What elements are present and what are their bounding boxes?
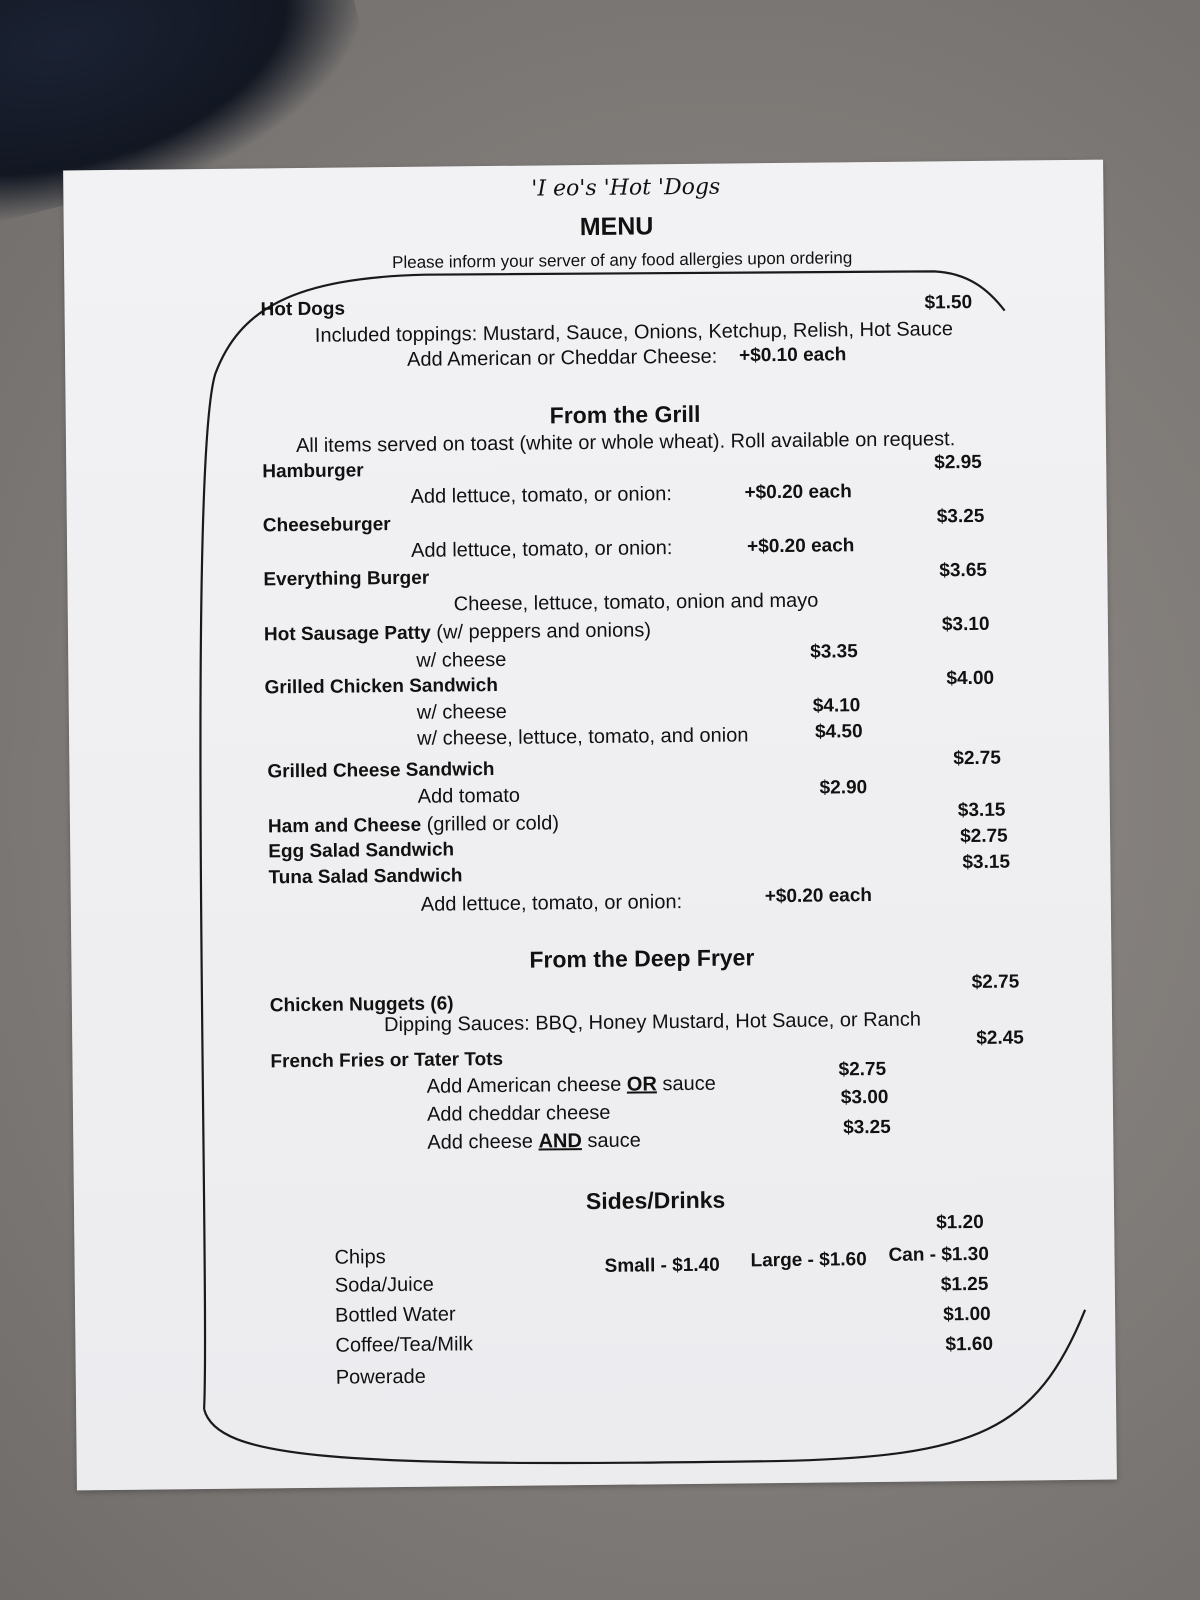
everything-burger-price: $3.65 (939, 559, 988, 582)
allergy-notice: Please inform your server of any food allergies upon ordering (391, 248, 853, 273)
ham-note: (grilled or cold) (426, 812, 560, 836)
fries-american-or: OR (626, 1073, 657, 1096)
nuggets-price: $2.75 (971, 971, 1020, 994)
cheeseburger-price: $3.25 (936, 505, 985, 528)
menu-sheet (63, 160, 1117, 1491)
hamburger-addon-price: +$0.20 each (744, 481, 852, 504)
fries-american-price: $2.75 (838, 1058, 887, 1081)
fryer-heading: From the Deep Fryer (529, 944, 755, 973)
hamburger-addon: Add lettuce, tomato, or onion: (410, 483, 672, 508)
side-item-soda: Soda/Juice (334, 1273, 434, 1297)
fries-both-price: $3.25 (843, 1116, 891, 1139)
grilled-cheese-name: Grilled Cheese Sandwich (267, 758, 495, 783)
powerade-price: $1.60 (945, 1333, 994, 1356)
sausage-name: Hot Sausage Patty (263, 622, 431, 646)
chicken-price: $4.00 (946, 667, 995, 690)
hot-dogs-price: $1.50 (924, 291, 973, 314)
side-item-chips: Chips (334, 1246, 386, 1269)
everything-burger-desc: Cheese, lettuce, tomato, onion and mayo (453, 589, 819, 616)
salad-addon: Add lettuce, tomato, or onion: (420, 891, 683, 916)
hot-dogs-name: Hot Dogs (260, 298, 346, 321)
ham-name: Ham and Cheese (267, 814, 422, 838)
fries-both-and: AND (538, 1130, 582, 1153)
fries-both-row (427, 1128, 641, 1154)
nuggets-name: Chicken Nuggets (6) (269, 993, 454, 1017)
grill-note: All items served on toast (white or whole wheat). Roll available on request. (295, 428, 956, 458)
chicken-name: Grilled Chicken Sandwich (264, 674, 498, 699)
water-price: $1.25 (940, 1273, 989, 1296)
cheeseburger-addon-price: +$0.20 each (746, 535, 855, 558)
chicken-cheese-price: $4.10 (812, 695, 861, 717)
tuna-salad-name: Tuna Salad Sandwich (268, 865, 463, 889)
sides-heading: Sides/Drinks (585, 1186, 726, 1215)
soda-small: Small - $1.40 (604, 1254, 720, 1277)
salad-addon-price: +$0.20 each (764, 885, 873, 908)
fries-both-post: sauce (581, 1129, 641, 1153)
chicken-full-price: $4.50 (814, 721, 863, 743)
egg-salad-price: $2.75 (960, 825, 1008, 848)
nuggets-sauces: Dipping Sauces: BBQ, Honey Mustard, Hot Sauce, or Ranch (383, 1008, 922, 1037)
hot-dogs-toppings: Included toppings: Mustard, Sauce, Onions, Ketchup, Relish, Hot Sauce (314, 318, 954, 347)
cheeseburger-name: Cheeseburger (262, 514, 391, 537)
fries-price: $2.45 (976, 1027, 1024, 1049)
sausage-row (264, 618, 651, 647)
sausage-price: $3.10 (941, 613, 990, 636)
fries-american-pre: Add American cheese (426, 1073, 627, 1098)
grilled-cheese-price: $2.75 (953, 747, 1001, 770)
soda-large: Large - $1.60 (750, 1249, 867, 1272)
hamburger-price: $2.95 (934, 451, 982, 474)
sausage-cheese-price: $3.35 (810, 641, 858, 663)
fries-cheddar: Add cheddar cheese (426, 1101, 611, 1126)
side-item-powerade: Powerade (335, 1365, 426, 1389)
soda-can: Can - $1.30 (888, 1243, 989, 1266)
chicken-cheese: w/ cheese (416, 700, 507, 724)
cheeseburger-addon: Add lettuce, tomato, or onion: (411, 537, 673, 562)
fries-both-pre: Add cheese (427, 1130, 539, 1154)
hot-dogs-cheese-price: +$0.10 each (738, 344, 847, 367)
coffee-price: $1.00 (943, 1303, 991, 1326)
ham-row (268, 811, 559, 839)
ham-price: $3.15 (957, 799, 1006, 822)
chicken-full: w/ cheese, lettuce, tomato, and onion (416, 724, 749, 750)
fries-american-row (427, 1072, 716, 1099)
egg-salad-name: Egg Salad Sandwich (268, 839, 455, 863)
tuna-salad-price: $3.15 (962, 851, 1011, 874)
brand-name: 'I eo's 'Hot 'Dogs (531, 174, 721, 202)
everything-burger-name: Everything Burger (263, 567, 430, 591)
chips-price: $1.20 (936, 1211, 984, 1234)
hamburger-name: Hamburger (262, 460, 364, 483)
fries-name: French Fries or Tater Tots (270, 1048, 504, 1073)
grilled-cheese-tomato: Add tomato (417, 784, 521, 808)
fries-american-post: sauce (656, 1072, 716, 1096)
side-item-coffee: Coffee/Tea/Milk (335, 1333, 474, 1357)
sausage-note: (w/ peppers and onions) (436, 619, 652, 644)
hot-dogs-cheese-label: Add American or Cheddar Cheese: (407, 345, 718, 371)
grill-heading: From the Grill (549, 400, 701, 429)
fries-cheddar-price: $3.00 (840, 1086, 889, 1109)
grilled-cheese-tomato-price: $2.90 (819, 777, 868, 799)
side-item-water: Bottled Water (335, 1303, 456, 1327)
sausage-cheese: w/ cheese (416, 648, 507, 672)
menu-title: MENU (579, 212, 654, 242)
